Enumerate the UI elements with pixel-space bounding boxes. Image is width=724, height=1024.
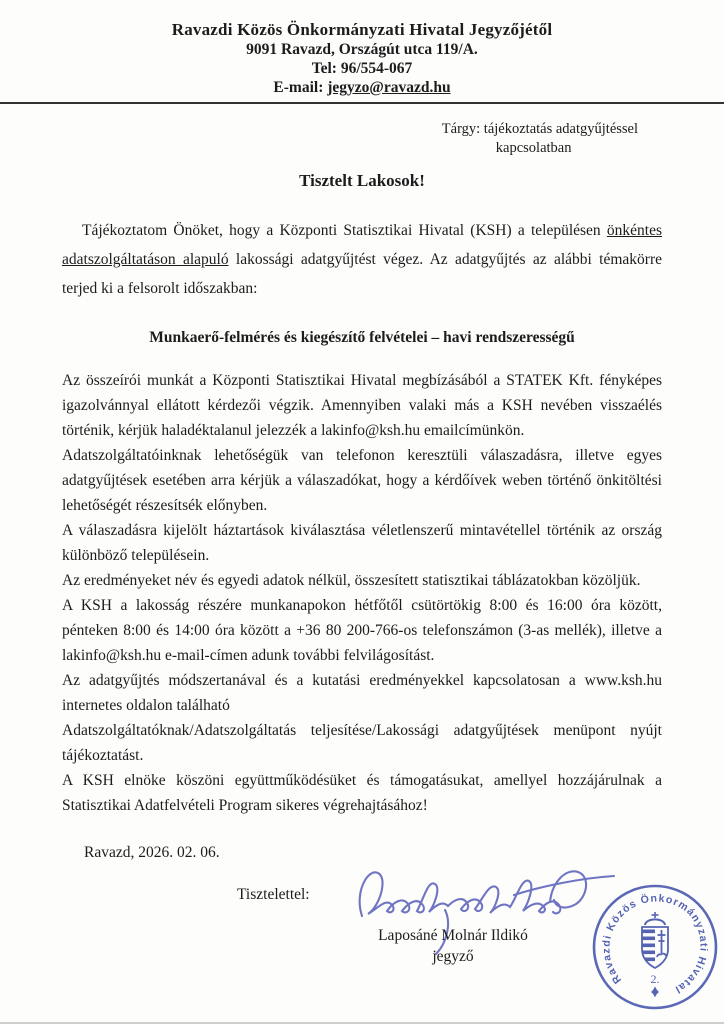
- paragraph: Adatszolgáltatóknak/Adatszolgáltatás teljesítése/Lakossági adatgyűjtések menüpont nyújt tájékoztatást.: [62, 722, 662, 764]
- stamp-number: 2.: [650, 972, 660, 986]
- signer-block: [328, 925, 578, 967]
- star-icon: [651, 987, 659, 998]
- paragraph: A KSH elnöke köszöni együttműködésüket és támogatásukat, amellyel hozzájárulnak a Statisztikai Adatfelvételi Program sikeres végrehajtásához!: [62, 772, 662, 814]
- paragraph: Az eredményeket név és egyedi adatok nélkül, összesített statisztikai táblázatokban közöljük.: [62, 572, 641, 589]
- official-seal-stamp: [585, 877, 724, 1017]
- paragraph: Adatszolgáltatóinknak lehetőségük van telefonon keresztüli válaszadásra, illetve egyes adatgyűjtések esetében arra kérjük a válaszadókat, hogy a kérdőívek weben történő önkitöltési lehetőségét részesítsék előnyben.: [62, 447, 662, 514]
- letterhead-divider: [0, 102, 724, 104]
- subject-block: [442, 120, 638, 158]
- intro-text-before: Tájékoztatom Önöket, hogy a Központi Statisztikai Hivatal (KSH) a településen: [82, 222, 607, 239]
- office-name: Ravazdi Közös Önkormányzati Hivatal Jegyzőjétől: [171, 20, 553, 39]
- paragraph: Az adatgyűjtés módszertanával és a kutatási eredményekkel kapcsolatosan a www.ksh.hu internetes oldalon található: [62, 672, 662, 714]
- subject-line-2: kapcsolatban: [495, 140, 572, 156]
- stamp-circle-text: Ravazdi Közös Önkormányzati Hivatal: [600, 892, 710, 996]
- body-text: [62, 368, 662, 818]
- salutation: Tisztelt Lakosok!: [299, 171, 425, 190]
- intro-underlined-phrase: önkéntes adatszolgáltatáson alapuló: [62, 222, 662, 268]
- paragraph: A válaszadásra kijelölt háztartások kiválasztása véletlenszerű mintavétellel történik az ország különböző településein.: [62, 522, 662, 564]
- date-line: Ravazd, 2026. 02. 06.: [84, 844, 220, 861]
- office-phone: Tel: 96/554-067: [311, 60, 413, 77]
- office-email-line: [0, 78, 724, 97]
- subject-line-1: Tárgy: tájékoztatás adatgyűjtéssel: [441, 121, 638, 137]
- office-address: 9091 Ravazd, Országút utca 119/A.: [246, 41, 478, 58]
- paragraph: A KSH a lakosság részére munkanapokon hétfőtől csütörtökig 8:00 és 16:00 óra között, pénteken 8:00 és 14:00 óra között a +36 80 200-766-os telefonszámon (3-as mellék), illetve a lakinfo@ksh.hu e-mail-címen adunk további felvilágosítást.: [62, 597, 662, 664]
- letterhead: [0, 0, 724, 97]
- intro-text-after: lakossági adatgyűjtést végez. Az adatgyűjtés az alábbi témakörre terjed ki a felsorolt időszakban:: [62, 251, 662, 297]
- topic-heading: Munkaerő-felmérés és kiegészítő felvételei – havi rendszerességű: [149, 329, 575, 346]
- signer-name: Laposáné Molnár Ildikó: [378, 927, 528, 944]
- closing-salutation: Tisztelettel:: [237, 886, 310, 903]
- intro-paragraph: [62, 216, 662, 303]
- signer-title: jegyző: [432, 948, 474, 965]
- email-link[interactable]: jegyzo@ravazd.hu: [327, 79, 451, 96]
- email-label: E-mail:: [273, 79, 328, 96]
- coat-of-arms-icon: [642, 912, 668, 968]
- paragraph: Az összeírói munkát a Központi Statisztikai Hivatal megbízásából a STATEK Kft. fényképes igazolvánnyal ellátott kérdezői végzik. Amennyiben valaki más a KSH nevében visszaélés történik, kérjük haladéktalanul jelezzék a lakinfo@ksh.hu emailcímünkön.: [62, 372, 662, 439]
